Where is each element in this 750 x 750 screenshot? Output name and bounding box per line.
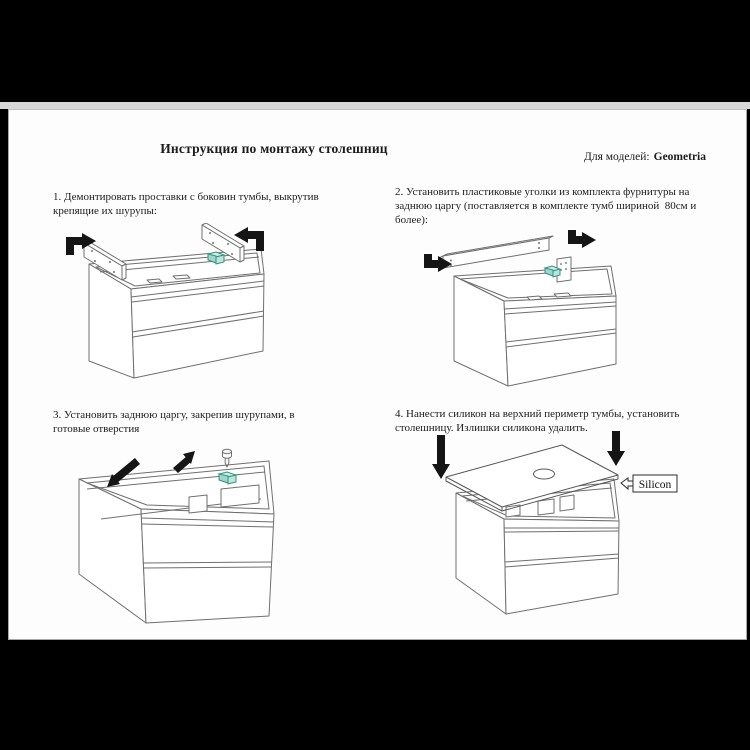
step-3-instruction: 3. Установить заднюю царгу, закрепив шурупами, в готовые отверстия [53, 409, 298, 436]
step-2-instruction: 2. Установить пластиковые уголки из комплекта фурнитуры на заднюю царгу (поставляется в комплекте тумб шириной 80см и более): [395, 186, 700, 227]
models-label: Для моделей: [584, 151, 650, 163]
rear-rail [439, 236, 553, 270]
figure-step-4-install-countertop [426, 429, 686, 626]
cabinet-front [131, 274, 264, 378]
step-1-instruction: 1. Демонтировать проставки с боковин тумбы, выкрутив крепящие их шурупы: [53, 191, 322, 218]
instruction-sheet [8, 109, 747, 640]
figure-step-1-remove-spacers [56, 223, 286, 396]
page-top-edge [0, 102, 750, 109]
figure-step-2-install-corners [409, 226, 639, 401]
cabinet-front [504, 519, 619, 614]
silicon-label-text: Silicon [638, 479, 672, 491]
cabinet-front [504, 296, 616, 386]
place-arrow-right-icon [607, 431, 625, 466]
models-line [584, 151, 706, 163]
models-value: Geometria [653, 151, 706, 163]
place-arrow-left-icon [432, 435, 450, 479]
step-4-instruction: 4. Нанести силикон на верхний периметр тумбы, установить столешницу. Излишки силикона удалить. [395, 408, 683, 435]
page-title: Инструкция по монтажу столешниц [160, 141, 388, 156]
install-arrow-right-icon [568, 230, 596, 248]
silicon-callout [621, 475, 677, 492]
silicon-pointer-arrow-icon [621, 478, 633, 489]
figure-step-3-fix-rail [71, 441, 311, 631]
